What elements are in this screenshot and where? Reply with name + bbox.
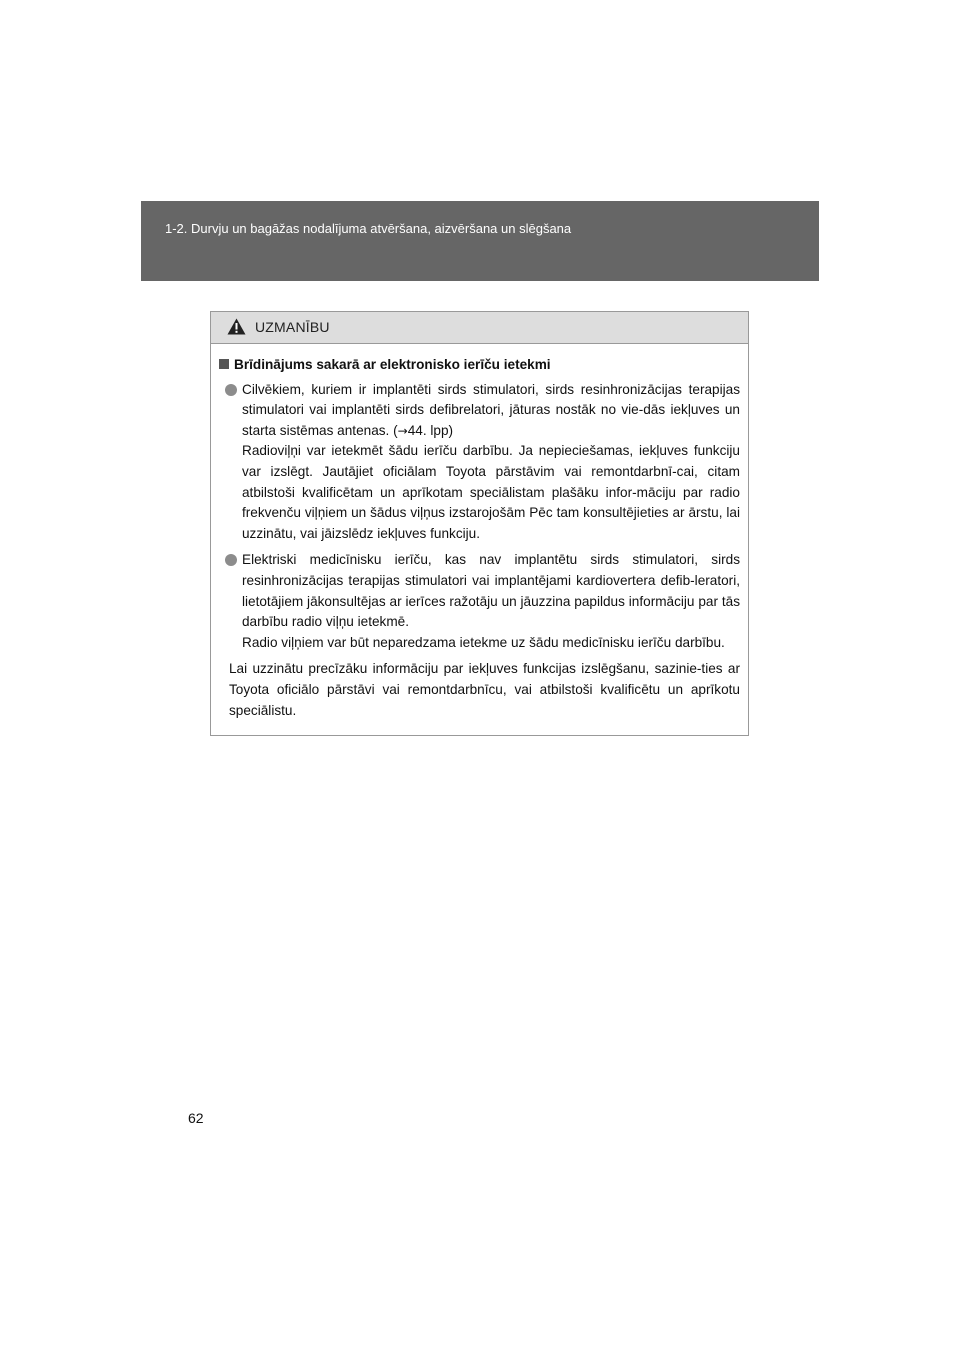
page-reference-link[interactable]: 44. lpp) (407, 422, 454, 438)
page-number: 62 (188, 1110, 204, 1126)
square-bullet-icon (219, 359, 229, 369)
section-title: 1-2. Durvju un bagāžas nodalījuma atvēršana, aizvēršana un slēgšana (165, 221, 572, 236)
closing-paragraph: Lai uzzinātu precīzāku informāciju par iekļuves funkcijas izslēgšanu, sazinie-ties ar Toyota oficiālo pārstāvi vai remontdarbnīcu, vai atbilstoši kvalificētu un aprīkotu speciālistu. (229, 661, 740, 718)
bullet-paragraph: Elektriski medicīnisku ierīču, kas nav implantētu sirds stimulatori, sirds resinhronizācijas terapijas stimulatori vai implantējami kardiovertera defib-leratori, lietotājiem jākonsultējas ar ierīces ražotāju un jāuzzina papildus informāciju par tās darbību radio viļņu ietekmē. (242, 552, 740, 630)
warning-triangle-icon (227, 318, 246, 335)
bullet-text: Cilvēkiem, kuriem ir implantēti sirds stimulatori, sirds resinhronizācijas terapijas stimulatori vai implantēti sirds defibrelatori, jāturas nostāk no vie-dās iekļuves un starta sistēmas antenas. ( (242, 381, 740, 438)
caution-body (211, 344, 748, 721)
bullet-paragraph: Radio viļņiem var būt neparedzama ietekme uz šādu medicīnisku ierīču darbību. (242, 634, 725, 650)
bullet-item-medical-devices (219, 550, 740, 653)
section-header-band (141, 201, 819, 281)
caution-title: UZMANĪBU (255, 319, 330, 335)
caution-header (211, 312, 748, 344)
round-bullet-icon (225, 384, 237, 396)
bullet-paragraph: Radioviļņi var ietekmēt šādu ierīču darbību. Ja nepieciešamas, iekļuves funkciju var izslēgt. Jautājiet oficiālam Toyota pārstāvim vai remontdarbnī-cai, citam atbilstoši kvalificētam un aprīkotam speciālistam plašāku infor-māciju par radio frekvenču viļņiem un šādus viļņus izstarojošām Pēc tam konsultējieties ar ārstu, lai uzzinātu, vai jāizslēdz iekļuves funkciju. (242, 443, 740, 541)
section-heading-text: Brīdinājums sakarā ar elektronisko ierīču ietekmi (234, 357, 551, 372)
caution-box (210, 311, 749, 736)
bullet-paragraph (242, 380, 740, 442)
section-heading (219, 355, 740, 376)
round-bullet-icon (225, 554, 237, 566)
page-reference-arrow-icon: → (397, 423, 408, 438)
bullet-item-implanted-devices (219, 380, 740, 545)
